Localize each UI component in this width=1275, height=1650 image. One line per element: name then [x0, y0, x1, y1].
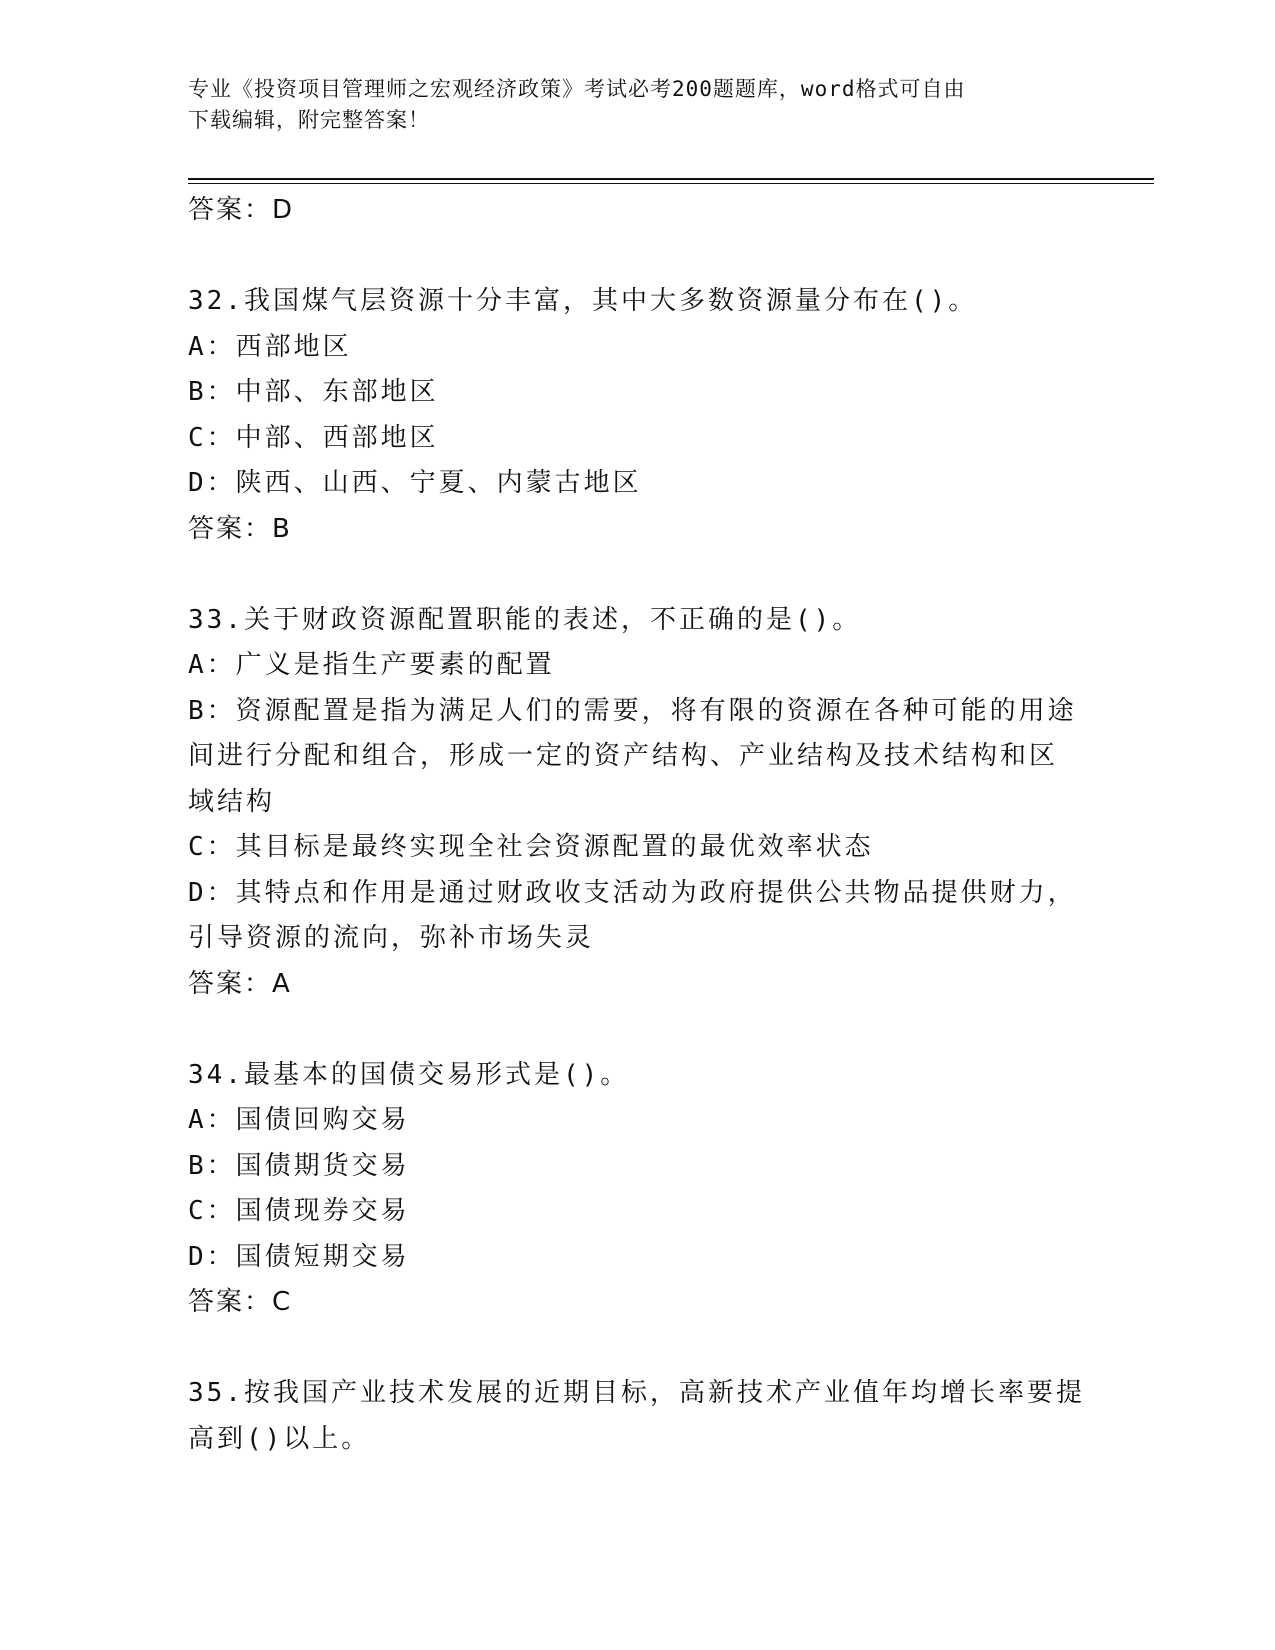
question-stem-line-1: 35.按我国产业技术发展的近期目标，高新技术产业值年均增长率要提	[188, 1378, 1085, 1408]
header-divider-thick	[188, 178, 1154, 180]
section-gap	[188, 552, 1088, 598]
option-d: D：陕西、山西、宁夏、内蒙古地区	[188, 468, 642, 498]
question-stem: 32.我国煤气层资源十分丰富，其中大多数资源量分布在()。	[188, 286, 978, 316]
option-a: A：西部地区	[188, 331, 352, 362]
question-stem-line-2: 高到()以上。	[188, 1423, 371, 1454]
option-a: A：国债回购交易	[188, 1105, 410, 1135]
header-divider-thin	[188, 183, 1154, 184]
option-a: A：广义是指生产要素的配置	[188, 650, 555, 680]
document-header	[188, 74, 1068, 136]
question-35	[188, 1371, 1088, 1462]
question-stem: 33.关于财政资源配置职能的表述，不正确的是()。	[188, 604, 862, 635]
option-c: C：其目标是最终实现全社会资源配置的最优效率状态	[188, 832, 874, 862]
question-32	[188, 279, 1088, 552]
option-c: C：中部、西部地区	[188, 422, 439, 453]
option-b-line-3: 域结构	[188, 786, 276, 817]
option-b: B：国债期货交易	[188, 1150, 410, 1181]
header-line-1: 专业《投资项目管理师之宏观经济政策》考试必考200题题库，word格式可自由	[188, 77, 966, 101]
option-b: B：中部、东部地区	[188, 377, 439, 407]
answer-line: 答案：B	[188, 513, 292, 544]
answer-line: 答案：D	[188, 195, 295, 225]
question-stem: 34.最基本的国债交易形式是()。	[188, 1059, 630, 1090]
section-gap	[188, 234, 1088, 280]
section-gap	[188, 1007, 1088, 1053]
option-b-line-1: B：资源配置是指为满足人们的需要，将有限的资源在各种可能的用途	[188, 695, 1077, 726]
answer-line: 答案：A	[188, 968, 292, 999]
question-list	[188, 188, 1088, 1462]
option-d: D：国债短期交易	[188, 1241, 410, 1272]
section-gap	[188, 1326, 1088, 1372]
question-33	[188, 598, 1088, 1008]
header-line-2: 下载编辑，附完整答案！	[188, 108, 430, 132]
option-c: C：国债现券交易	[188, 1196, 410, 1226]
option-d-line-1: D：其特点和作用是通过财政收支活动为政府提供公共物品提供财力，	[188, 877, 1077, 908]
question-34	[188, 1053, 1088, 1326]
option-d-line-2: 引导资源的流向，弥补市场失灵	[188, 923, 595, 953]
answer-line: 答案：C	[188, 1287, 293, 1317]
option-b-line-2: 间进行分配和组合，形成一定的资产结构、产业结构及技术结构和区	[188, 741, 1059, 771]
